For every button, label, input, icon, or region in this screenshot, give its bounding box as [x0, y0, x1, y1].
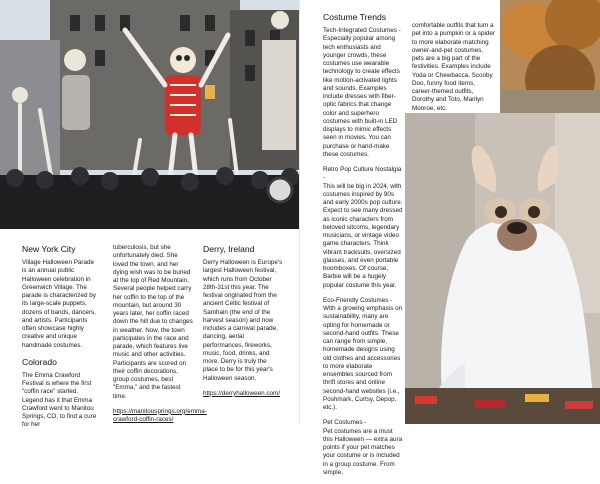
ghost-dog-photo	[405, 113, 600, 424]
eco-heading: Eco-Friendly Costumes -	[323, 296, 393, 304]
page-gutter	[299, 0, 300, 424]
autumn-background-photo	[500, 0, 600, 113]
retro-heading: Retro Pop Culture Nostalgia -	[323, 166, 402, 182]
colorado-link[interactable]: https://manitousprings.org/emma-crawford-coffin-races/	[113, 407, 207, 423]
pet-heading: Pet Costumes -	[323, 419, 367, 427]
ghost-dog-photo-icon	[405, 113, 600, 424]
tech-body: Especially popular among tech enthusiasts and younger crowds, these costumes use wearable technology to create effects like motion-activated lights and sounds. Examples include dresses with fiber-optic fabrics that change color and superhero costumes with built-in LED displays to mimic effects seen in movies. You can purchase or hand-make these costumes.	[323, 35, 400, 158]
colorado-body-start: The Emma Crawford Festival is where the first "coffin race" started. Legend has it that Emma Crawford went to Manitou Springs, CO, to find a cure for her	[22, 371, 97, 429]
retro-body: This will be big in 2024, with costumes inspired by 90s and early 2000s pop culture. Expect to see many dressed as iconic characters from beloved sitcoms, legendary musicians, or vintage video game characters. Think vibrant tracksuits, oversized glasses, and even portable boomboxes. Of course, Barbie will be a hugely popular costume this year.	[323, 182, 403, 289]
pet-body-start: Pet costumes are a must this Halloween — extra aura points if your pet matches your costume or is included in a group costume. From simple,	[323, 427, 403, 476]
left-column-2	[113, 244, 207, 431]
tech-heading: Tech-Integrated Costumes -	[323, 27, 401, 34]
pet-body-cont: comfortable outfits that turn a pet into a pumpkin or a spider to more elaborate matching owner-and-pet costumes, pets are a big part of the festivities. Examples include Yoda or Chewbacca, Scooby Doo, funny food items, career-themed outfits, Dorothy and Toto, Marilyn Monroe, etc.	[412, 22, 495, 112]
colorado-body-cont: tuberculosis, but she unfortunately died. She loved the town, and her dying wish was to be buried at the top of Red Mountain. Several people helped carry her coffin to the top of the mountain, but around 30 years later, her coffin raced down the hill due to changes in weather. Now, the town participates in the race and parade, which features live music and other activities. Participants are scored on their coffin decorations, group costumes, best "Emma," and the fastest time.	[113, 244, 193, 400]
left-column-3	[203, 244, 283, 405]
derry-link[interactable]: https://derryhalloween.com/	[203, 389, 280, 397]
right-column-2	[412, 22, 495, 120]
autumn-tree-icon	[500, 0, 600, 113]
nyc-body: Village Halloween Parade is an annual public Halloween celebration in Greenwich Village. The parade is characterized by its large-scale puppets, dozens of bands, dancers, and artists. Participants often showcase highly creative and unique handmade costumes.	[22, 259, 96, 349]
parade-photo	[0, 0, 299, 229]
derry-body: Derry Halloween is Europe's largest Halloween festival, which runs from October 28th-31st this year. The festival originated from the ancient Celtic festival of Samhain (the end of the harvest season) and now includes a carnival parade, dancing, aerial performances, fireworks, music, food, drinks, and more. Derry is truly the place to be for this year's Halloween season.	[203, 259, 283, 382]
nyc-heading: New York City	[22, 244, 76, 254]
costume-trends-title: Costume Trends	[323, 12, 387, 22]
colorado-heading: Colorado	[22, 356, 57, 367]
derry-heading: Derry, Ireland	[203, 244, 255, 254]
left-column-1	[22, 244, 100, 437]
parade-photo-icon	[0, 0, 299, 229]
right-column-1	[323, 12, 403, 484]
eco-body: With a growing emphasis on sustainability, many are opting for homemade or second-hand outfits. These can range from simple, homemade designs using old clothes and accessories to more elaborate ensembles sourced from thrift stores and online second-hand websites (i.e., Poshmark, Curtsy, Depop, etc.).	[323, 305, 403, 411]
